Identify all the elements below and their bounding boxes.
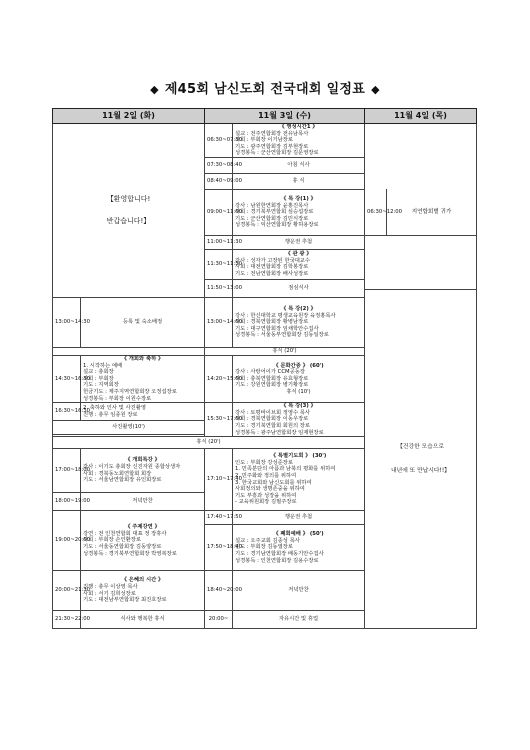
d3-prayer: 《 특별기도회 》 (30') 인도 : 부회장 강성준장로 1. 민족분단의 아픔과 남북의 평화를 위하여 2. 민주화와 정의를 위하여 3. 한국교회와 남신도회를 위하여 사회정의와 생명존중을 위하여 기도 부흥과 성장을 위하여 - 교육위원회장 김필주장로 (233, 449, 365, 511)
d2-time-free: 21:30~22:00 (53, 611, 81, 629)
d2-gap (53, 347, 205, 355)
d2-photo: 사진촬영(10') (53, 421, 205, 435)
d2-greeting: 2. 축하와 인사 및 사진촬영 진행 : 총무 임종원 장로 (81, 403, 205, 421)
d2-time-keynote: 19:00~20:00 (53, 511, 81, 571)
day3-header: 11월 4일 (목) (365, 109, 477, 124)
schedule-table (52, 108, 477, 629)
d3-time-tour: 11:30~11:50 (205, 249, 233, 279)
d3-dinner: 저녁만찬 (233, 571, 365, 611)
d3-devotion: 《 영성시간1 》 설교 : 전주연합회장 전유남목사 사회 : 부회장 이기남장로 기도 : 광주연합회장 김부현장로 성경봉독 : 군산연합회장 김문영장로 (233, 124, 365, 158)
d3-time-devotion: 06:30~07:30 (205, 124, 233, 158)
d3-time-lecture1: 09:00~11:00 (205, 189, 233, 235)
d3-time-closing-service: 17:50~18:40 (205, 525, 233, 571)
d3-time-dinner: 18:40~20:00 (205, 571, 233, 611)
d3-lecture2: 《 특 강(2) 》 강사 : 한신대학교 평생교육원장 육정홍목사 사회 : 경북연합회장 황병남장로 기도 : 대구연합회장 임채학안수집사 성경봉독 : 서울동부연합회장 김동일장로 (233, 297, 365, 347)
d2-time-grace: 20:00~21:30 (53, 571, 81, 611)
d3-testimony: 《 문화간증 》 (60') 강사 : 사랑어이가 CCM공동장 사회 : 충북연합회장 유효형장로 기도 : 강원연합회장 병기황장로 휴식 (10') (233, 355, 365, 402)
d2-time-opening: 14:30~16:30 (53, 355, 81, 402)
d3-time-lunch: 11:50~13:00 (205, 279, 233, 297)
day1-welcome: 【환영합니다! 반갑습니다!】 (53, 124, 205, 298)
d3-tour: 《 관 광 》 강사 : 성자가 고장된 한국대교수 사회 : 대전연합회장 김학봉장로 기도 : 전남연합회장 배사성장로 (233, 249, 365, 279)
day1-header: 11월 2일 (화) (53, 109, 205, 124)
d3-breakfast: 아침 식사 (233, 157, 365, 173)
d3-time-prayer: 17:10~17:40 (205, 449, 233, 511)
d3-rest2: 휴식 (20') (205, 347, 365, 355)
d3-lottery1: 행운권 추첨 (233, 235, 365, 249)
d3-time-testimony: 14:20~15:00 (205, 355, 233, 402)
d3-lecture1: 《 특 강(1) 》 강사 : 남원한연회장 윤홍진목사 사회 : 경기북부연합회 심승섭장로 기도 : 군산연합회장 김민식장로 성경봉독 : 익산연합회장 황허용장로 (233, 189, 365, 235)
d3-lottery2: 행운권 추첨 (233, 511, 365, 525)
d3-time-lottery1: 11:00~11:30 (205, 235, 233, 249)
d3-rest1: 휴 식 (233, 173, 365, 189)
d3-time-breakfast: 07:30~08:40 (205, 157, 233, 173)
title-text: 제45회 남신도회 전국대회 일정표 (164, 82, 366, 97)
d2-free: 식사와 행복한 휴식 (81, 611, 205, 629)
d3-time-free: 20:00~ (205, 611, 233, 629)
d2-time-dinner: 18:00~19:00 (53, 493, 81, 511)
d3-time-lecture2: 13:00~14:00 (205, 297, 233, 347)
d4-mid-blank (365, 235, 477, 289)
d2-grace: 《 은혜의 시간 》 진행 : 총무 이상영 목사 사회 : 서기 김희성장로 기도 : 대전남부연합회장 최진호장로 (81, 571, 205, 611)
d2-time-greeting: 16:30~16:30 (53, 403, 81, 421)
d2-time-opening-lecture: 17:00~18:00 (53, 449, 81, 493)
title-marker-left: ◆ (150, 83, 159, 96)
d2-opening-lecture: 《 개회특강 》 강사 : 이기도 총회장 신진자원 종합상생자 사회 : 경북동노회연합회 회장 기도 : 서울남연합회장 유인회장로 (81, 449, 205, 493)
d3-time-lecture3: 15:30~17:00 (205, 403, 233, 437)
d4-top-blank (365, 124, 477, 190)
d2-opening: 《 개회와 축하 》 1. 시작하는 예배 설교 : 총회장 사회 : 부회장 기도 : 지역회장 헌금기도 : 제주지역연합회장 오정섭장로 성경봉독 : 부회장 이원수장로 (81, 355, 205, 402)
d4-time-return: 06:30~12:00 (365, 189, 387, 235)
d3-closing-service: 《 폐회예배 》 (50') 설교 : 오주교회 김종성 목사 인도 : 부회장 김동열장로 기도 : 경기남연합회장 배동기안수집사 성경봉독 : 인천연합회장 김용수장로 (233, 525, 365, 571)
d2-dinner: 저녁만찬 (81, 493, 205, 511)
d4-closing: 【건강한 모습으로 내년에 또 만납시다!!】 (365, 289, 477, 628)
d4-return: 지연합회별 귀가 (387, 189, 477, 235)
day2-header: 11월 3일 (수) (205, 109, 365, 124)
d3-lecture3: 《 특 강(3) 》 강사 : 토평바이브회 정영수 목사 사회 : 경북연합회장 이동우장로 기도 : 경기북연합회 회원의 장로 성경봉독 : 광주남연합회장 임재현장로 (233, 403, 365, 437)
d2-time-register: 13:00~14:30 (53, 297, 81, 347)
page-title (0, 78, 530, 97)
d2-keynote: 《 주제강연 》 강연 : 전 인천연합회 대표 정 장휴사 사회 : 부회장 손인환장로 기도 : 서울동연합회장 김동양장로 성경봉독 : 경기북부연합회장 박영복장로 (81, 511, 205, 571)
d3-free: 자유시간 및 휴업 (233, 611, 365, 629)
d3-time-lottery2: 17:40~17:50 (205, 511, 233, 525)
title-marker-right: ◆ (371, 83, 380, 96)
d3-time-rest1: 08:40~09:00 (205, 173, 233, 189)
d3-lunch: 점심식사 (233, 279, 365, 297)
d2-register: 등록 및 숙소배정 (81, 297, 205, 347)
shared-rest: 휴식 (20') (53, 437, 365, 449)
